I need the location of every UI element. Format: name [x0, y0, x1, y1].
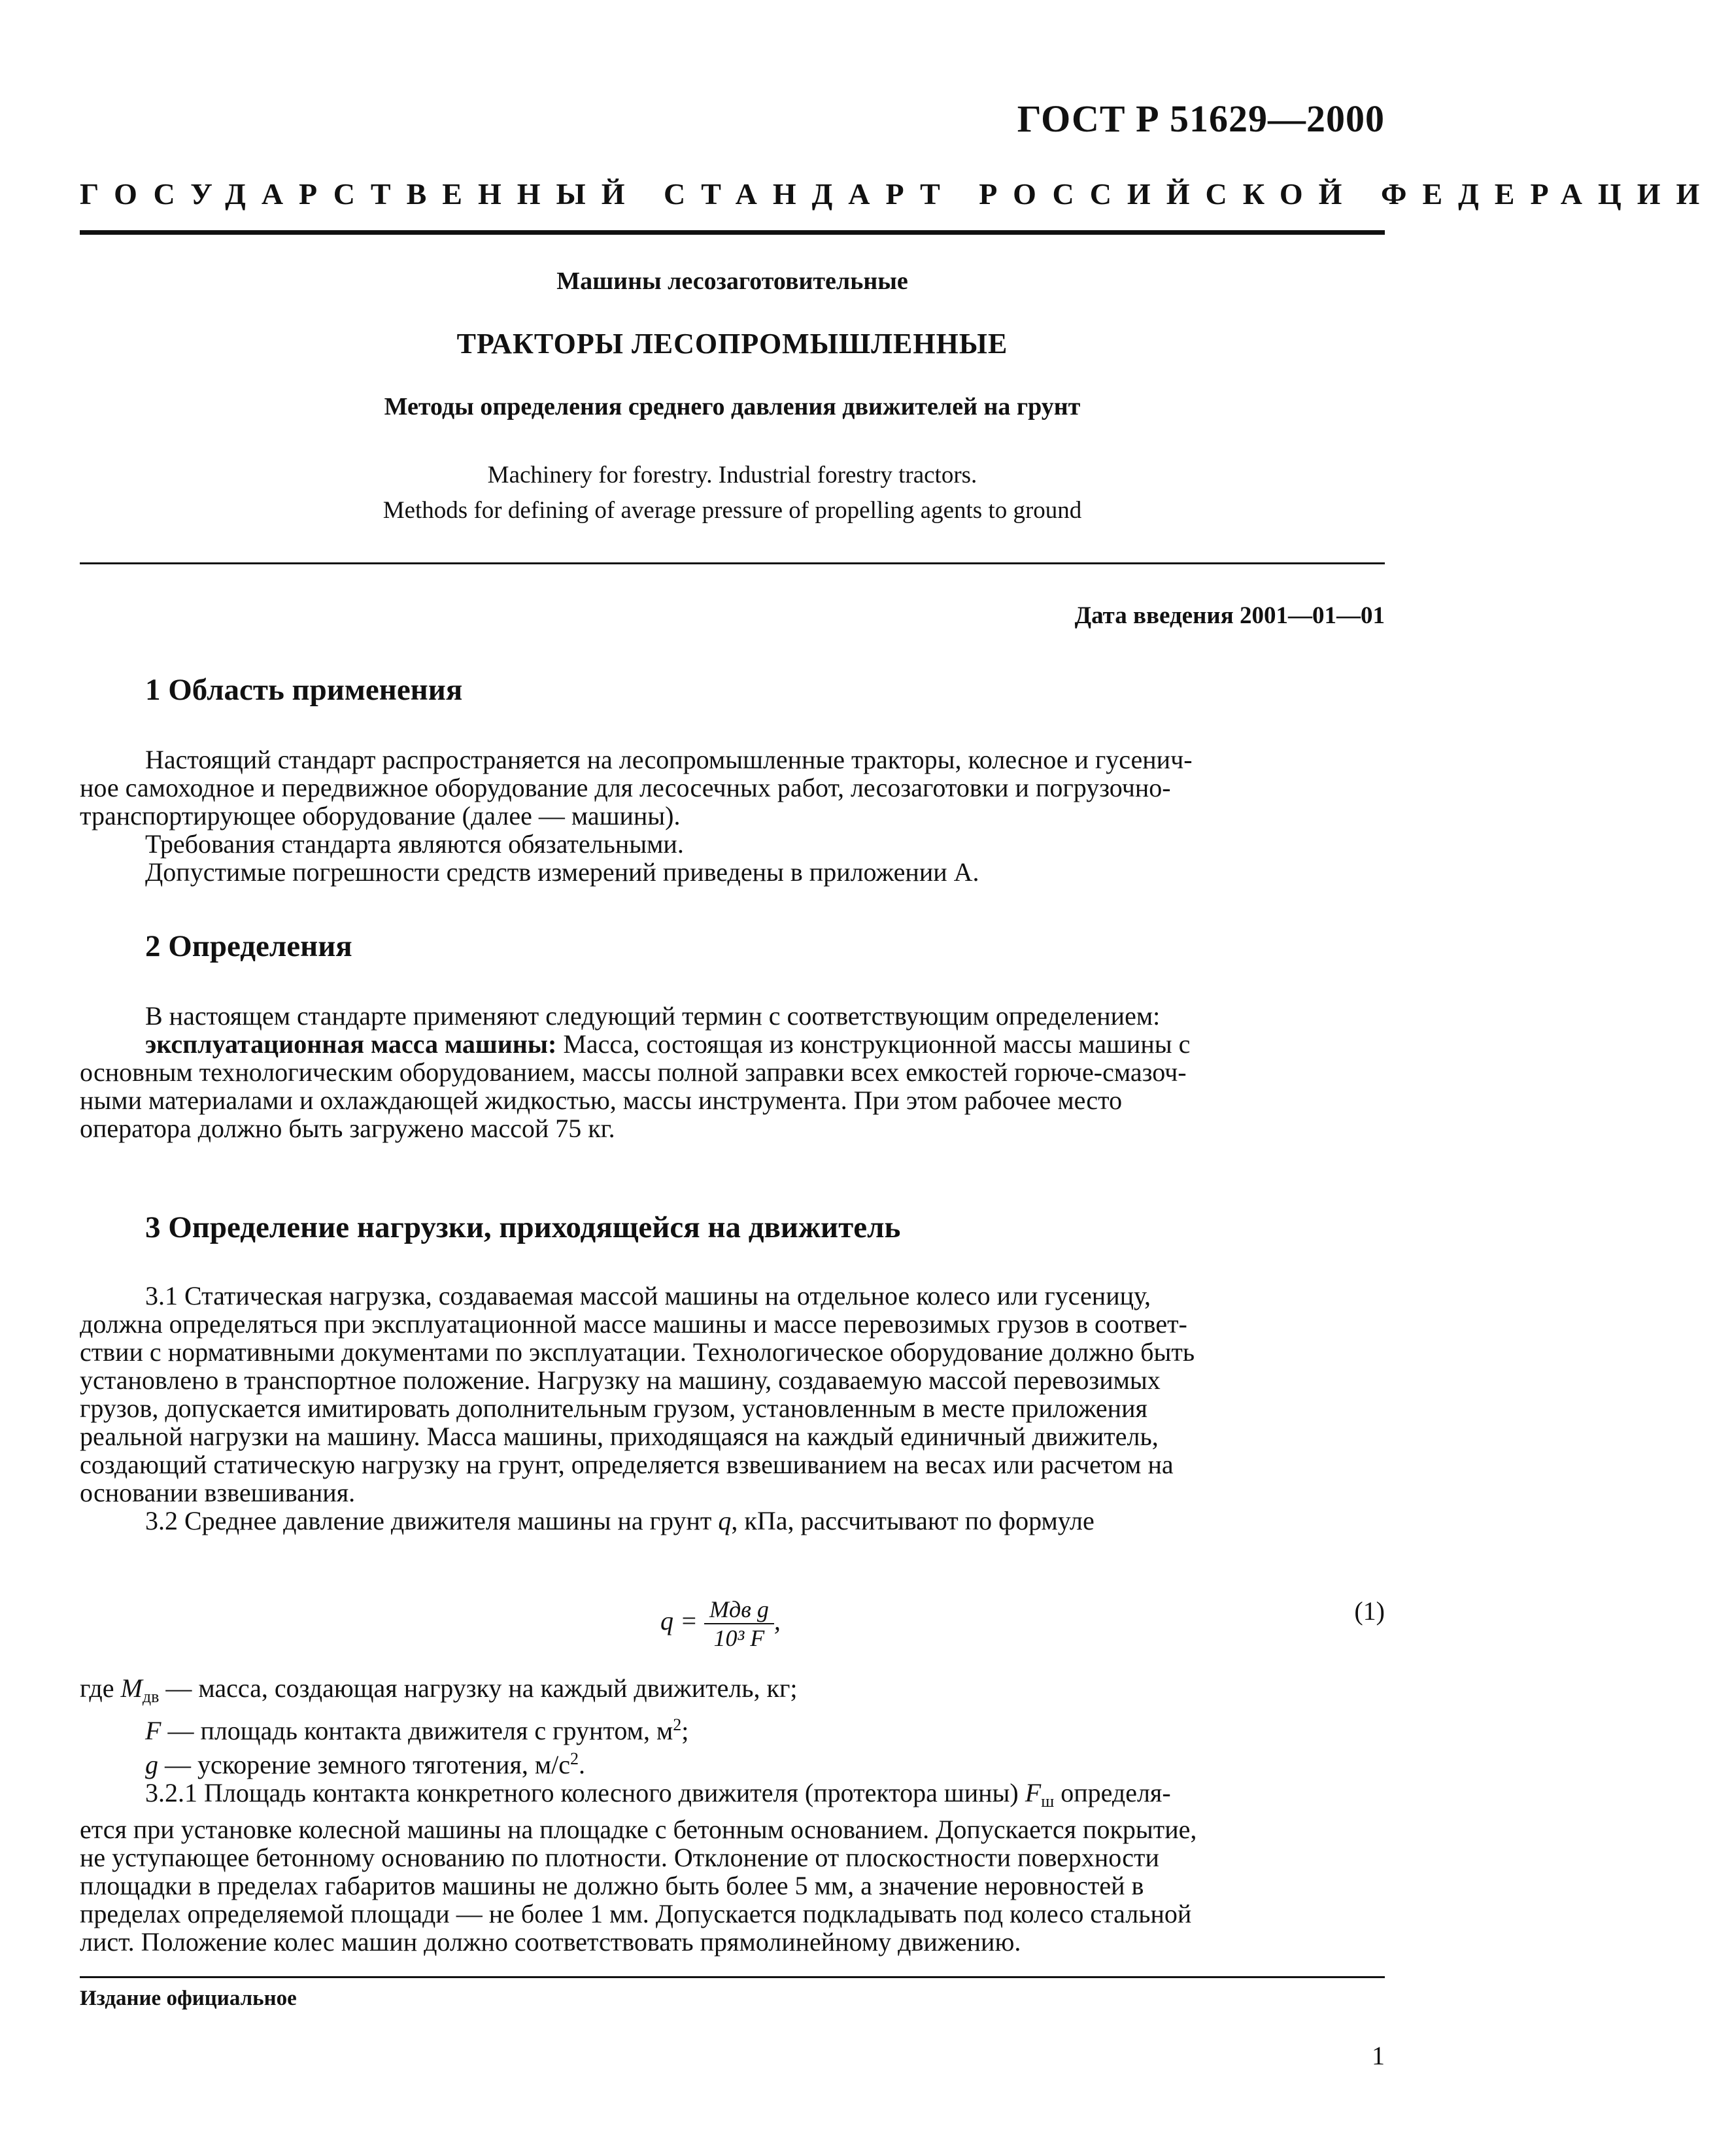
page-number: 1 — [1372, 2041, 1385, 2070]
english-title-line-1: Machinery for forestry. Industrial forestry tractors. — [487, 462, 977, 488]
s2-line: оператора должно быть загружено массой 75 кг. — [80, 1114, 615, 1143]
symbol-fsh: F — [1025, 1778, 1042, 1807]
section-2-body — [80, 1002, 1385, 1142]
s321-line: пределах определяемой площади — не более 1 мм. Допускается подкладывать под колесо стальной — [80, 1899, 1192, 1928]
s321-line: площадки в пределах габаритов машины не должно быть более 5 мм, а значение неровностей в — [80, 1871, 1144, 1900]
defined-term: эксплуатационная масса машины: — [145, 1029, 557, 1059]
s1-line: транспортирующее оборудование (далее — машины). — [80, 801, 681, 830]
legend-text: — масса, создающая нагрузку на каждый движитель, кг; — [159, 1673, 798, 1703]
legend-line-g — [80, 1745, 1385, 1779]
legend-line-f — [80, 1711, 1385, 1745]
equation-number: (1) — [1354, 1596, 1385, 1626]
english-title-line-2: Methods for defining of average pressure of propelling agents to ground — [382, 497, 1082, 524]
s2-line: основным технологическим оборудованием, массы полной заправки всех емкостей горюче-смазоч- — [80, 1057, 1187, 1087]
s321-line: ется при установке колесной машины на площадке с бетонным основанием. Допускается покрытие, — [80, 1815, 1197, 1844]
legend-text: ; — [681, 1716, 689, 1745]
formula-1 — [660, 1596, 781, 1652]
s2-term-line — [80, 1030, 1385, 1058]
legend-line-m — [80, 1674, 1385, 1711]
s1-line: Настоящий стандарт распространяется на лесопромышленные тракторы, колесное и гусенич- — [145, 745, 1193, 774]
s31-line: основании взвешивания. — [80, 1478, 356, 1507]
title-rule — [80, 562, 1385, 564]
s1-line: Требования стандарта являются обязательными. — [145, 829, 684, 859]
section-2-heading: 2 Определения — [145, 929, 352, 963]
s31-line: ствии с нормативными документами по эксплуатации. Технологическое оборудование должно быть — [80, 1337, 1195, 1367]
s1-line: ное самоходное и передвижное оборудование для лесосечных работ, лесозаготовки и погрузочно- — [80, 773, 1171, 802]
s31-line: 3.1 Статическая нагрузка, создаваемая массой машины на отдельное колесо или гусеницу, — [145, 1281, 1151, 1310]
s1-line: Допустимые погрешности средств измерений приведены в приложении А. — [145, 857, 979, 887]
s31-line: создающий статическую нагрузку на грунт, определяется взвешиванием на весах или расчетом на — [80, 1450, 1174, 1479]
title-line-3: Методы определения среднего давления движителей на грунт — [384, 393, 1081, 420]
formula-denominator: 10³ F — [713, 1625, 765, 1651]
s31-line: должна определяться при эксплуатационной массе машины и массе перевозимых грузов в соответ- — [80, 1309, 1187, 1339]
section-1-heading: 1 Область применения — [145, 673, 463, 707]
s321-text: 3.2.1 Площадь контакта конкретного колесного движителя (протектора шины) — [145, 1778, 1025, 1807]
term-definition-start: Масса, состоящая из конструкционной массы машины с — [556, 1029, 1191, 1059]
s31-line: грузов, допускается имитировать дополнительным грузом, установленным в месте приложения — [80, 1394, 1147, 1423]
s2-line: ными материалами и охлаждающей жидкостью, массы инструмента. При этом рабочее место — [80, 1086, 1123, 1115]
symbol-q: q — [718, 1506, 732, 1535]
section-1-body — [80, 745, 1385, 886]
footer-rule — [80, 1976, 1385, 1978]
legend-text: — площадь контакта движителя с грунтом, м — [161, 1716, 673, 1745]
s32-text: 3.2 Среднее давление движителя машины на грунт — [145, 1506, 719, 1535]
symbol-m: M — [120, 1673, 143, 1703]
official-edition-note: Издание официальное — [80, 1987, 297, 2010]
symbol-fsh-subscript: ш — [1041, 1792, 1055, 1811]
s321-first-line — [80, 1779, 1385, 1815]
english-title — [80, 458, 1385, 528]
symbol-m-subscript: дв — [142, 1687, 160, 1706]
header-rule — [80, 230, 1385, 235]
s321-line: не уступающее бетонному основанию по плотности. Отклонение от плоскостности поверхности — [80, 1843, 1159, 1872]
s32-text: , кПа, рассчитывают по формуле — [731, 1506, 1095, 1535]
formula-tail: , — [773, 1606, 781, 1636]
superscript: 2 — [570, 1749, 579, 1768]
s2-line: В настоящем стандарте применяют следующий термин с соответствующим определением: — [145, 1001, 1161, 1031]
formula-fraction — [704, 1596, 774, 1652]
formula-lhs: q = — [660, 1606, 698, 1636]
legend-text: . — [579, 1750, 586, 1779]
s321-line: лист. Положение колес машин должно соответствовать прямолинейному движению. — [80, 1927, 1021, 1957]
introduction-date: Дата введения 2001—01—01 — [1074, 602, 1385, 629]
s321-text: определя- — [1054, 1778, 1171, 1807]
legend-text: — ускорение земного тяготения, м/с — [158, 1750, 571, 1779]
title-line-1: Машины лесозаготовительные — [556, 267, 908, 295]
section-3-heading: 3 Определение нагрузки, приходящейся на движитель — [145, 1210, 901, 1244]
s32-line — [80, 1507, 1385, 1535]
state-standard-banner: ГОСУДАРСТВЕННЫЙ СТАНДАРТ РОССИЙСКОЙ ФЕДЕРАЦИИ — [80, 177, 1715, 211]
formula-legend-and-3-2-1 — [80, 1674, 1385, 1956]
symbol-f: F — [145, 1716, 161, 1745]
s31-line: установлено в транспортное положение. Нагрузку на машину, создаваемую массой перевозимых — [80, 1365, 1161, 1395]
superscript: 2 — [673, 1715, 682, 1734]
document-code: ГОСТ Р 51629—2000 — [1017, 97, 1385, 140]
symbol-g: g — [145, 1750, 158, 1779]
section-3-1-body — [80, 1282, 1385, 1535]
legend-text: где — [80, 1673, 121, 1703]
title-line-2: ТРАКТОРЫ ЛЕСОПРОМЫШЛЕННЫЕ — [456, 328, 1008, 360]
s31-line: реальной нагрузки на машину. Масса машины, приходящаяся на каждый единичный движитель, — [80, 1422, 1159, 1451]
formula-numerator: Mдв g — [704, 1596, 774, 1624]
